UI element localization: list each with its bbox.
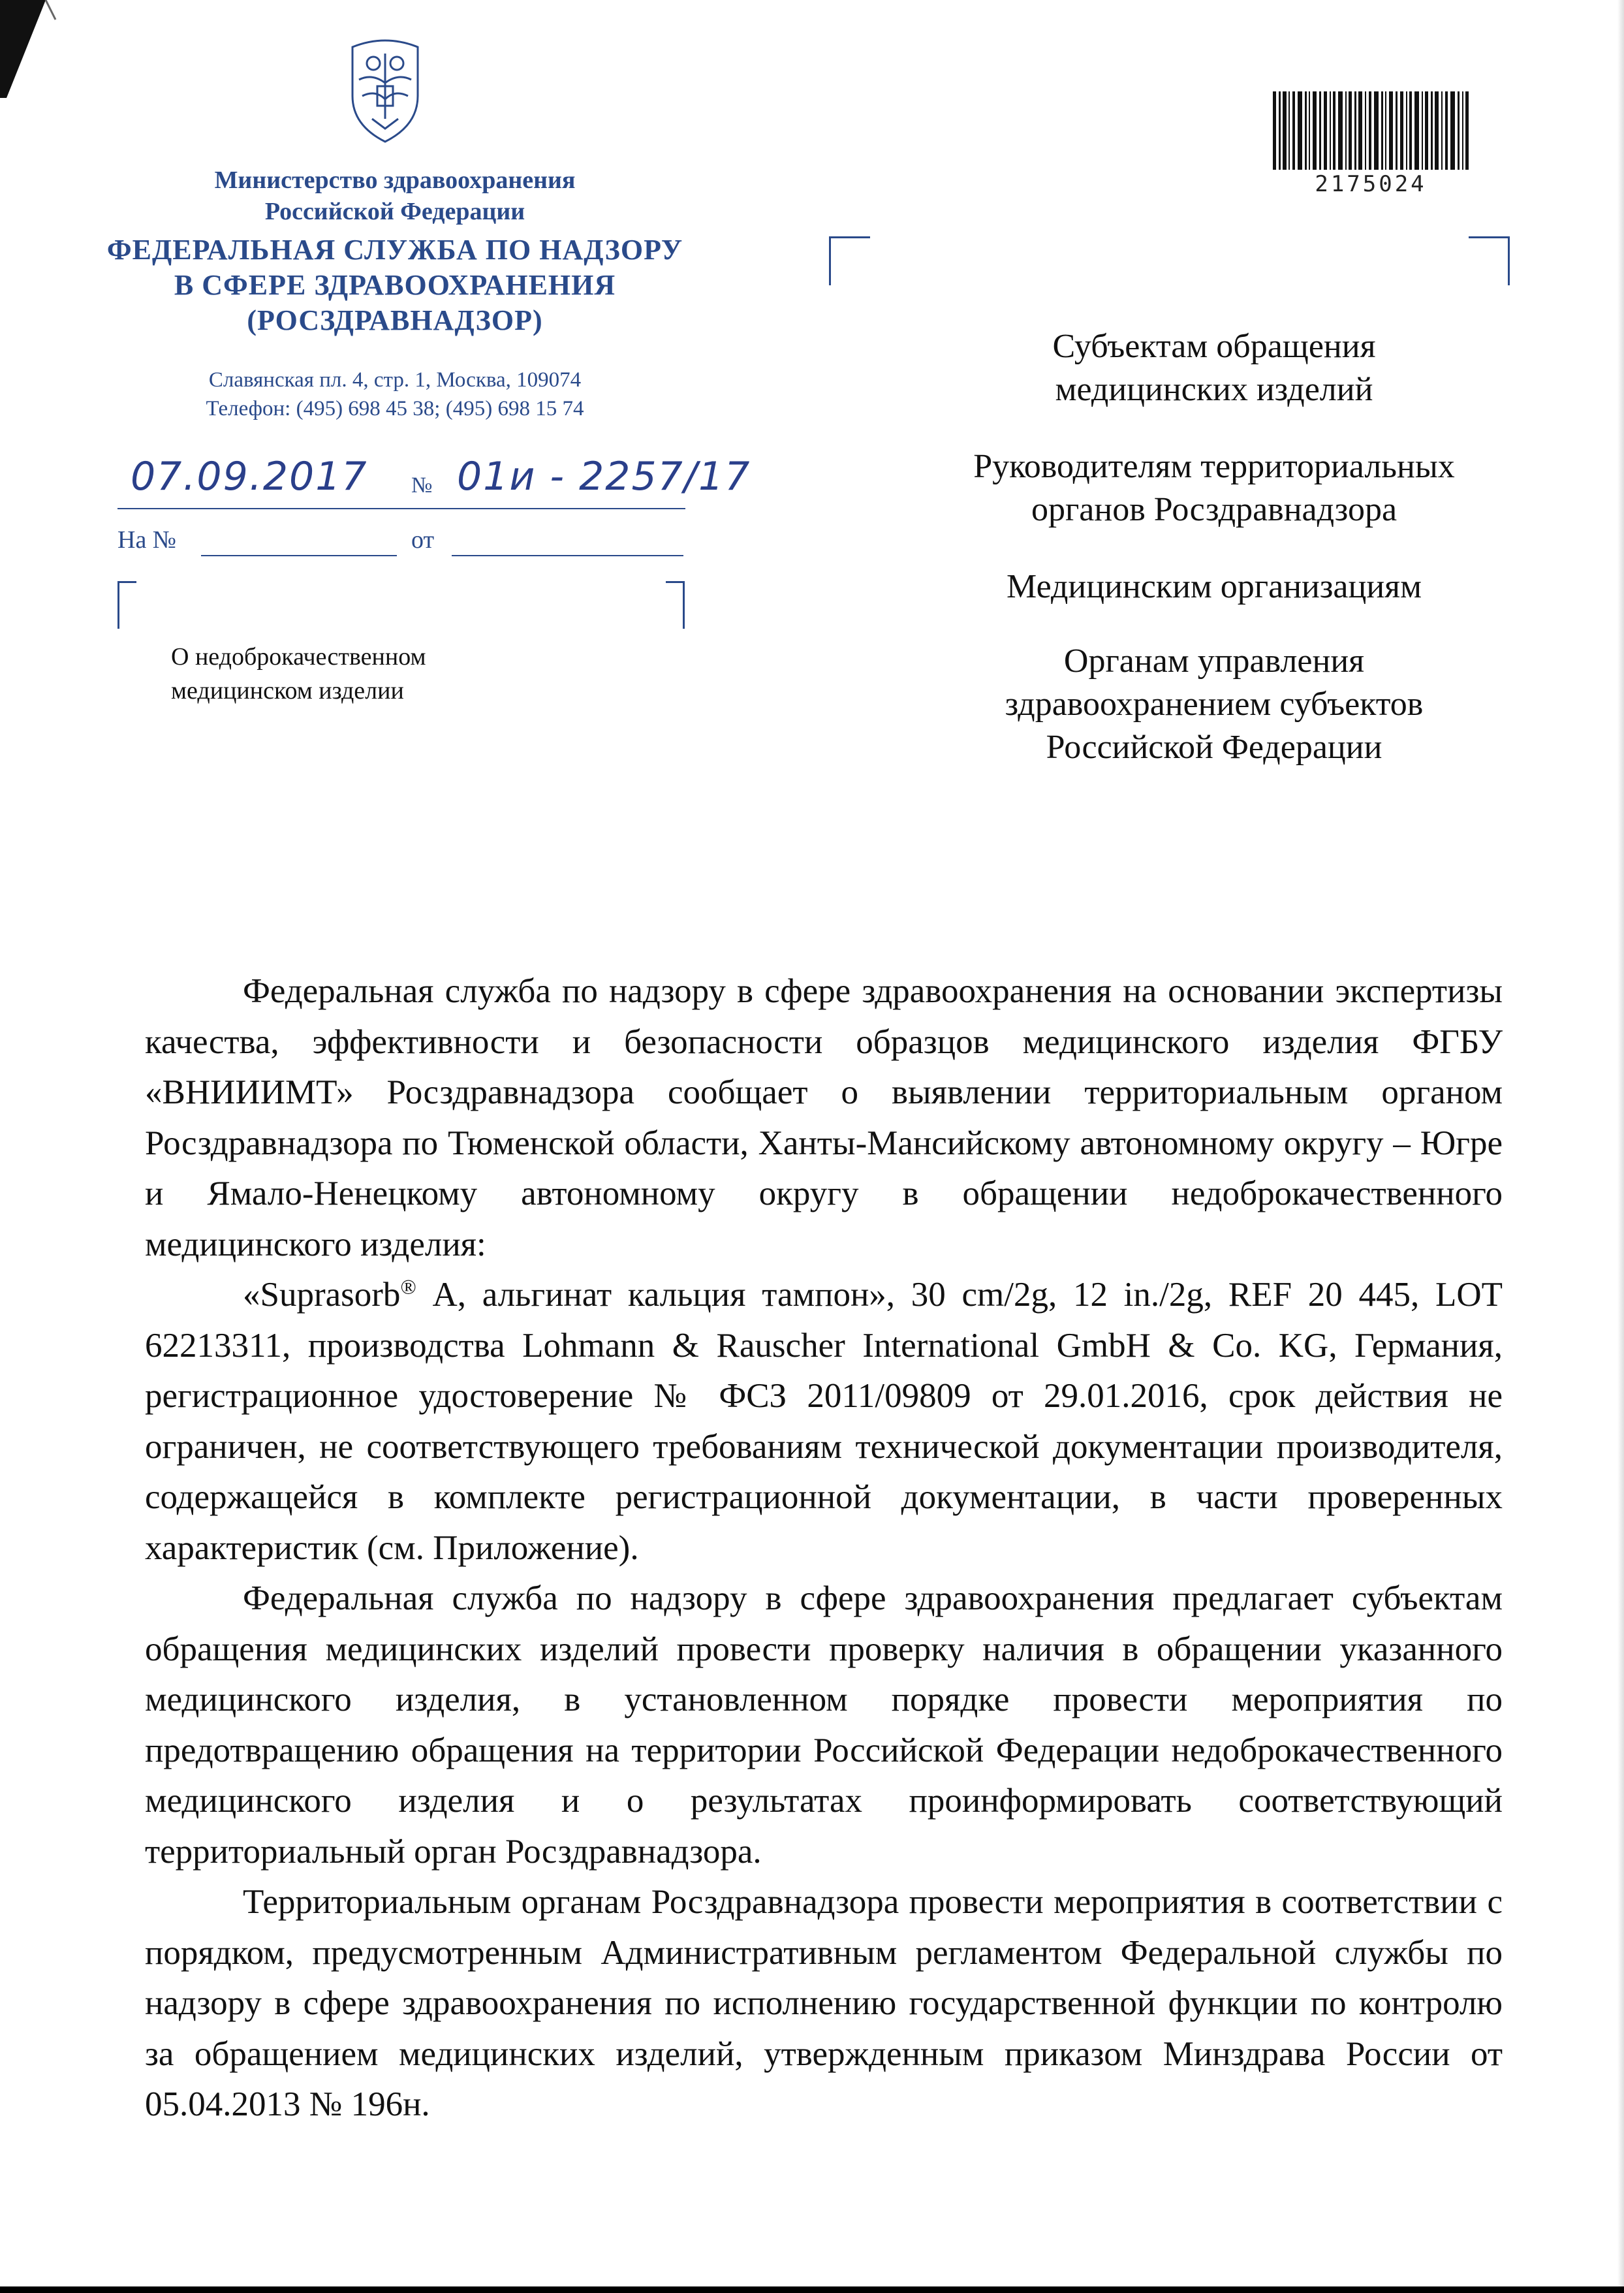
registration-number-label: № xyxy=(411,473,433,498)
recipient-2-line-1: Руководителям территориальных xyxy=(973,448,1455,485)
scan-bottom-edge xyxy=(0,2286,1624,2293)
service-line-3: (РОСЗДРАВНАДЗОР) xyxy=(247,304,543,336)
service-name xyxy=(91,232,698,338)
barcode xyxy=(1273,91,1469,170)
coat-of-arms-emblem xyxy=(339,34,431,145)
subject-bracket-right xyxy=(666,581,685,629)
recipient-3 xyxy=(868,565,1560,609)
recipient-bracket-right xyxy=(1469,236,1510,285)
reply-date-blank-line xyxy=(452,555,683,556)
address-line: Славянская пл. 4, стр. 1, Москва, 109074 xyxy=(208,368,582,392)
barcode-number: 2175024 xyxy=(1315,171,1427,197)
recipient-4-line-3: Российской Федерации xyxy=(1046,729,1382,766)
ministry-line-2: Российской Федерации xyxy=(264,198,525,225)
subject-line-1: О недоброкачественном xyxy=(171,643,426,671)
recipient-4 xyxy=(868,640,1560,769)
phone-line: Телефон: (495) 698 45 38; (495) 698 15 74 xyxy=(206,397,584,420)
recipient-2 xyxy=(868,445,1560,531)
reply-to-number-label: На № xyxy=(117,526,177,554)
body-paragraph-3: Федеральная служба по надзору в сфере здравоохранения предлагает субъектам обращения медицинских изделий провести проверку наличия в обращении указанного медицинского изделия, в установленном порядке провести мероприятия по предотвращению обращения на территории Российской Федерации недоброкачественного медицинского изделия и о результатах проинформировать соответствующий территориальный орган Росздравнадзора. xyxy=(145,1579,1503,1871)
reply-date-label: от xyxy=(411,526,435,554)
registration-date-handwritten: 07.09.2017 xyxy=(131,454,368,499)
registration-underline xyxy=(117,508,685,509)
recipient-4-line-2: здравоохранением субъектов xyxy=(1005,686,1424,723)
letter-subject xyxy=(171,640,426,708)
recipient-1-line-2: медицинских изделий xyxy=(1055,371,1373,408)
body-paragraph-1: Федеральная служба по надзору в сфере здравоохранения на основании экспертизы качества, эффективности и безопасности образцов медицинского изделия ФГБУ «ВНИИИМТ» Росздравнадзора сообщает о выявлении территориальным органом Росздравнадзора по Тюменской области, Ханты-Мансийскому автономному округу – Югре и Ямало-Ненецкому автономному округу в обращении недоброкачественного медицинского изделия: xyxy=(145,972,1503,1263)
reply-number-blank-line xyxy=(201,555,397,556)
letter-body xyxy=(145,966,1503,2130)
registration-number-handwritten: 01и - 2257/17 xyxy=(457,454,751,499)
recipient-bracket-left xyxy=(829,236,870,285)
subject-line-2: медицинском изделии xyxy=(171,677,404,704)
scan-corner-artifact xyxy=(0,0,59,104)
registered-mark: ® xyxy=(400,1274,416,1299)
ministry-name xyxy=(117,165,672,227)
sender-address xyxy=(117,366,672,423)
recipient-2-line-2: органов Росздравнадзора xyxy=(1031,491,1398,528)
product-description: А, альгинат кальция тампон», 30 cm/2g, 12 in./2g, REF 20 445, LOT 62213311, производства Lohmann & Rauscher International GmbH & Co. KG, Германия, регистрационное удостоверение № ФСЗ 2011/09809 от 29.01.2016, срок действия не ограничен, не соответствующего требованиям технической документации производителя, содержащейся в комплекте регистрационной документации, в части проверенных характеристик (см. Приложение). xyxy=(145,1276,1503,1567)
recipient-3-line-1: Медицинским организациям xyxy=(1007,568,1422,605)
ministry-line-1: Министерство здравоохранения xyxy=(214,166,576,194)
product-name-start: «Suprasorb xyxy=(243,1276,401,1314)
body-paragraph-2 xyxy=(145,1270,1503,1573)
service-line-1: ФЕДЕРАЛЬНАЯ СЛУЖБА ПО НАДЗОРУ xyxy=(106,234,683,266)
body-paragraph-4: Территориальным органам Росздравнадзора провести мероприятия в соответствии с порядком, предусмотренным Административным регламентом Федеральной службы по надзору в сфере здравоохранения по исполнению государственной функции по контролю за обращением медицинских изделий, утвержденным приказом Минздрава России от 05.04.2013 № 196н. xyxy=(145,1883,1503,2123)
subject-bracket-left xyxy=(117,581,136,629)
recipient-1-line-1: Субъектам обращения xyxy=(1052,328,1376,365)
recipient-1 xyxy=(868,325,1560,411)
scan-right-edge xyxy=(1617,0,1624,2293)
recipient-4-line-1: Органам управления xyxy=(1063,642,1365,680)
service-line-2: В СФЕРЕ ЗДРАВООХРАНЕНИЯ xyxy=(174,269,616,301)
